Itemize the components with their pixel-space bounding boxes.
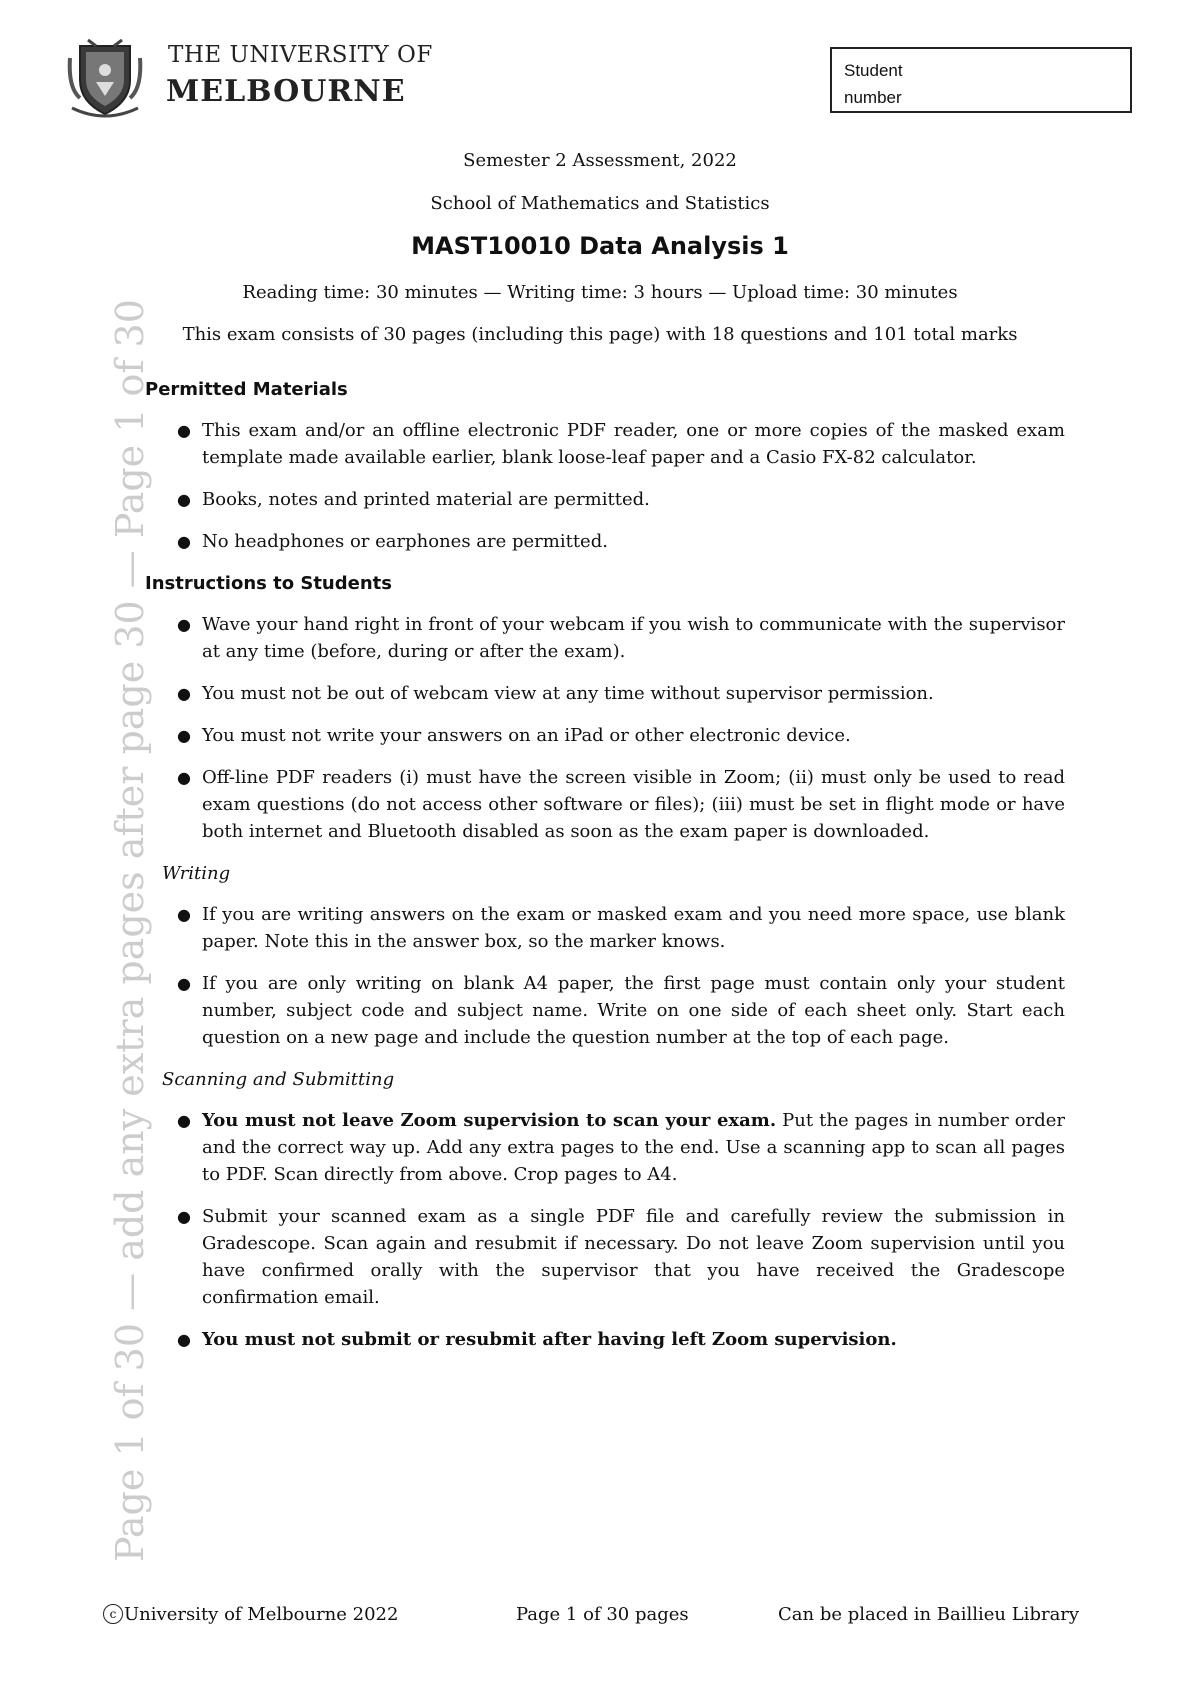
list-item: ● No headphones or earphones are permitted.	[145, 528, 1065, 555]
bullet-icon: ●	[177, 615, 191, 634]
instructions-list	[145, 611, 1065, 845]
list-item: ● You must not write your answers on an iPad or other electronic device.	[145, 722, 1065, 749]
list-item: ● Submit your scanned exam as a single PDF file and carefully review the submission in Gradescope. Scan again and resubmit if necessary. Do not leave Zoom supervision until you have confirmed orally with the supervisor that you have received the Gradescope confirmation email.	[145, 1203, 1065, 1311]
student-box-label-2: number	[844, 88, 902, 107]
list-item: ● You must not submit or resubmit after having left Zoom supervision.	[145, 1326, 1065, 1353]
list-item: ● Books, notes and printed material are permitted.	[145, 486, 1065, 513]
school-name: School of Mathematics and Statistics	[430, 193, 770, 214]
scanning-heading: Scanning and Submitting	[162, 1069, 395, 1090]
footer-page-count: Page 1 of 30 pages	[516, 1604, 689, 1625]
bullet-icon: ●	[177, 768, 191, 787]
list-item: ● If you are writing answers on the exam or masked exam and you need more space, use blank paper. Note this in the answer box, so the marker knows.	[145, 901, 1065, 955]
exam-instructions	[145, 376, 1065, 1368]
subject-title: MAST10010 Data Analysis 1	[411, 232, 789, 260]
copyright-icon: c	[103, 1604, 123, 1624]
permitted-materials-heading: Permitted Materials	[145, 379, 348, 400]
university-logo	[66, 38, 433, 118]
bullet-icon: ●	[177, 726, 191, 745]
bullet-icon: ●	[177, 1207, 191, 1226]
bullet-icon: ●	[177, 974, 191, 993]
university-name-line1: THE UNIVERSITY OF	[168, 42, 433, 68]
exam-overview: This exam consists of 30 pages (including this page) with 18 questions and 101 total marks	[182, 324, 1018, 345]
scanning-list	[145, 1107, 1065, 1353]
side-page-marker: Page 1 of 30 — add any extra pages after page 30 — Page 1 of 30	[108, 299, 152, 1562]
list-item: ● You must not leave Zoom supervision to scan your exam. Put the pages in number order and the correct way up. Add any extra pages to the end. Use a scanning app to scan all pages to PDF. Scan directly from above. Crop pages to A4.	[145, 1107, 1065, 1188]
bullet-icon: ●	[177, 1111, 191, 1130]
student-number-box[interactable]	[830, 47, 1132, 113]
permitted-materials-list	[145, 417, 1065, 555]
assessment-title: Semester 2 Assessment, 2022	[463, 150, 737, 171]
exam-times: Reading time: 30 minutes — Writing time: 3 hours — Upload time: 30 minutes	[242, 282, 958, 303]
list-item: ● Wave your hand right in front of your webcam if you wish to communicate with the supervisor at any time (before, during or after the exam).	[145, 611, 1065, 665]
writing-heading: Writing	[162, 863, 231, 884]
university-name-line2: MELBOURNE	[166, 74, 406, 109]
bullet-icon: ●	[177, 1330, 191, 1349]
list-item: ● If you are only writing on blank A4 paper, the first page must contain only your student number, subject code and subject name. Write on one side of each sheet only. Start each question on a new page and include the question number at the top of each page.	[145, 970, 1065, 1051]
list-item: ● You must not be out of webcam view at any time without supervisor permission.	[145, 680, 1065, 707]
list-item: ● Off-line PDF readers (i) must have the screen visible in Zoom; (ii) must only be used to read exam questions (do not access other software or files); (iii) must be set in flight mode or have both internet and Bluetooth disabled as soon as the exam paper is downloaded.	[145, 764, 1065, 845]
footer-copyright: c University of Melbourne 2022	[103, 1604, 398, 1625]
bullet-icon: ●	[177, 490, 191, 509]
list-item: ● This exam and/or an offline electronic PDF reader, one or more copies of the masked exam template made available earlier, blank loose-leaf paper and a Casio FX-82 calculator.	[145, 417, 1065, 471]
footer-library-note: Can be placed in Baillieu Library	[778, 1604, 1080, 1625]
student-box-label-1: Student	[844, 61, 903, 80]
university-crest-icon	[66, 38, 144, 118]
bullet-icon: ●	[177, 421, 191, 440]
bullet-icon: ●	[177, 532, 191, 551]
writing-list	[145, 901, 1065, 1051]
bullet-icon: ●	[177, 905, 191, 924]
bullet-icon: ●	[177, 684, 191, 703]
instructions-heading: Instructions to Students	[145, 573, 392, 594]
